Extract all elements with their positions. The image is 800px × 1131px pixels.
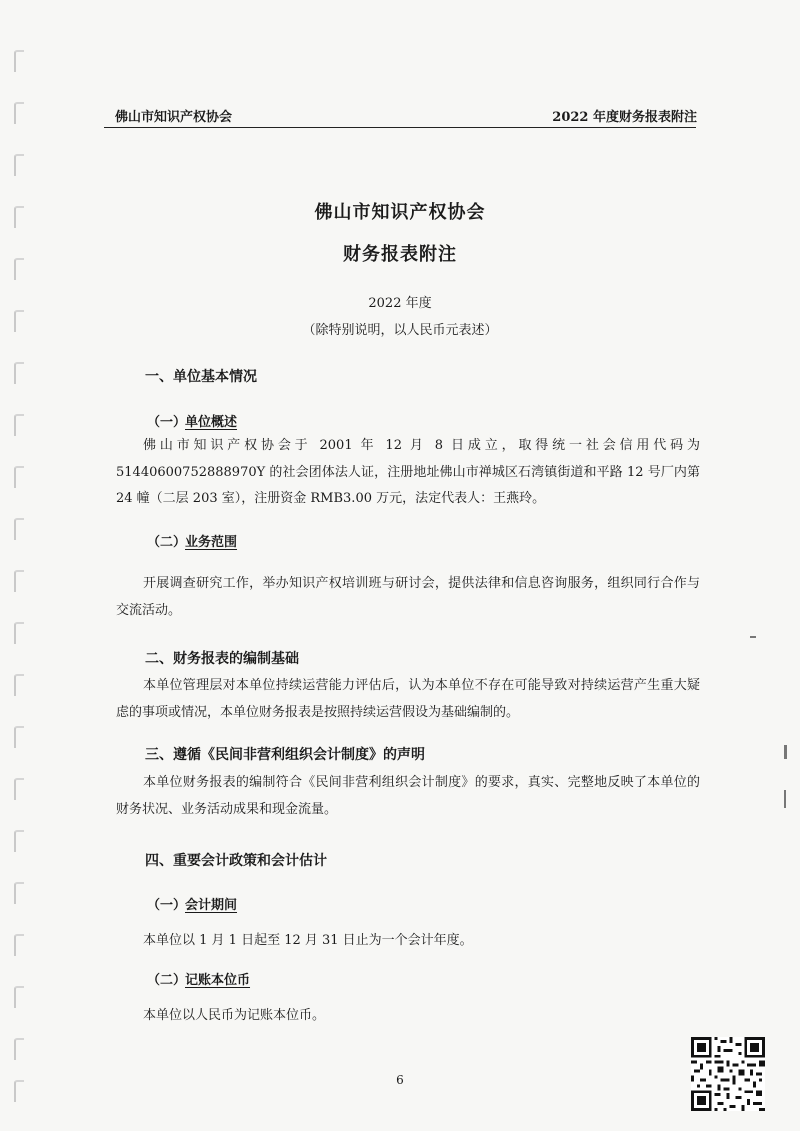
section-1-sub-2-num: （二） <box>147 535 187 550</box>
section-4-sub-2-title: 记账本位币 <box>185 973 251 988</box>
section-4-heading: 四、重要会计政策和会计估计 <box>145 853 327 869</box>
currency-note: （除特别说明，以人民币元表述） <box>302 323 498 338</box>
section-1-heading: 一、单位基本情况 <box>145 369 257 385</box>
section-4-sub-2-heading <box>147 969 250 988</box>
section-1-sub-2-title: 业务范围 <box>185 535 238 550</box>
header-org-name: 佛山市知识产权协会 <box>115 110 233 125</box>
section-2-heading: 二、财务报表的编制基础 <box>145 651 299 667</box>
scan-artifact-mark <box>784 745 787 759</box>
section-1-sub-1-heading <box>147 411 237 430</box>
header-report-title: 2022 年度财务报表附注 <box>552 110 697 125</box>
scan-artifact-mark <box>784 790 786 808</box>
section-1-sub-1-num: （一） <box>147 415 187 430</box>
section-3-paragraph: 本单位财务报表的编制符合《民间非营利组织会计制度》的要求，真实、完整地反映了本单位的财务状况、业务活动成果和现金流量。 <box>116 775 700 817</box>
section-4-currency-paragraph: 本单位以人民币为记账本位币。 <box>143 1008 326 1023</box>
section-1-scope-paragraph: 开展调查研究工作，举办知识产权培训班与研讨会，提供法律和信息咨询服务，组织同行合作与交流活动。 <box>116 576 700 618</box>
qr-code <box>691 1037 765 1111</box>
section-1-sub-2-heading <box>147 531 237 550</box>
section-2-paragraph: 本单位管理层对本单位持续运营能力评估后，认为本单位不存在可能导致对持续运营产生重大疑虑的事项或情况，本单位财务报表是按照持续运营假设为基础编制的。 <box>116 678 700 720</box>
header-rule <box>104 127 696 128</box>
doc-title: 财务报表附注 <box>343 244 457 265</box>
section-4-period-paragraph: 本单位以 1 月 1 日起至 12 月 31 日止为一个会计年度。 <box>143 933 473 948</box>
section-4-sub-1-num: （一） <box>147 898 187 913</box>
report-year: 2022 年度 <box>368 296 432 311</box>
page-number: 6 <box>396 1073 404 1087</box>
section-1-overview-paragraph: 佛山市知识产权协会于 2001 年 12 月 8 日成立，取得统一社会信用代码为 51440600752888970Y 的社会团体法人证，注册地址佛山市禅城区石湾镇街道和平路 12 号厂内第 24 幢（二层 203 室），注册资金 RMB3.00 万元，法定代表人：王燕玲。 <box>116 438 700 506</box>
section-4-sub-1-title: 会计期间 <box>185 898 238 913</box>
section-1-sub-1-title: 单位概述 <box>185 415 238 430</box>
doc-title-org: 佛山市知识产权协会 <box>314 202 486 223</box>
section-3-heading: 三、遵循《民间非营利组织会计制度》的声明 <box>145 747 425 763</box>
section-4-sub-2-num: （二） <box>147 973 187 988</box>
section-4-sub-1-heading <box>147 894 237 913</box>
scan-artifact-mark <box>750 636 756 638</box>
